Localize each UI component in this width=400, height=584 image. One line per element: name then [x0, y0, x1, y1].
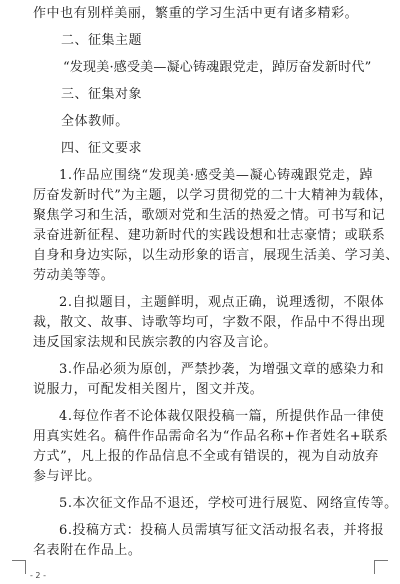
requirement-item-3 [33, 360, 385, 400]
crop-mark-right-horizontal [374, 560, 388, 561]
requirement-line: 6.投稿方式：投稿人员需填写征文活动报名表，并将报 [59, 523, 385, 538]
crop-mark-left-vertical [25, 560, 26, 574]
requirement-item-5 [33, 494, 398, 514]
requirement-line: 劳动美等等。 [33, 268, 115, 283]
requirement-line: 5.本次征文作品不退还，学校可进行展览、网络宣传等。 [59, 496, 398, 511]
crop-mark-right-vertical [374, 560, 375, 574]
section-heading-theme: 二、征集主题 [61, 33, 143, 48]
requirement-item-2 [33, 293, 386, 353]
theme-text: “发现美·感受美—凝心铸魂跟党走，踔厉奋发新时代” [63, 60, 372, 75]
intro-tail-line: 作中也有别样美丽，繁重的学习生活中更有诸多精彩。 [33, 6, 359, 21]
page-number: - 2 - [30, 571, 46, 580]
requirement-line: 4.每位作者不论体裁仅限投稿一篇，所提供作品一律使 [59, 409, 385, 424]
requirement-line: 聚焦学习和生活，歌颂对党和生活的热爱之情。可书写和记 [33, 208, 386, 223]
requirement-line: 3.作品必须为原创，严禁抄袭，为增强文章的感染力和 [59, 362, 385, 377]
requirement-line: 自身和身边实际，以生动形象的语言，展现生活美、学习美、 [33, 248, 399, 263]
section-heading-requirements: 四、征文要求 [61, 141, 143, 156]
requirement-line: 录奋进新征程、建功新时代的实践设想和壮志豪情；或联系 [33, 228, 386, 243]
section-heading-target: 三、征集对象 [61, 87, 143, 102]
requirement-item-4 [33, 407, 389, 487]
requirement-line: 裁，散文、故事、诗歌等均可，字数不限，作品中不得出现 [33, 315, 386, 330]
document-body [33, 4, 399, 561]
requirement-line: 名表附在作品上。 [33, 543, 142, 558]
requirement-item-6 [33, 521, 385, 561]
requirement-line: 1.作品应围绕“发现美·感受美—凝心铸魂跟党走，踔 [59, 168, 373, 183]
requirement-line: 违反国家法规和民族宗教的内容及言论。 [33, 335, 277, 350]
requirement-line: 参与评比。 [33, 469, 101, 484]
requirement-line: 用真实姓名。稿件作品需命名为“作品名称+作者姓名+联系 [33, 429, 389, 444]
requirement-line: 说服力，可配发相关图片，图文并茂。 [33, 382, 264, 397]
requirement-line: 方式”，凡上报的作品信息不全或有错误的，视为自动放弃 [33, 449, 379, 464]
requirement-line: 2.自拟题目，主题鲜明，观点正确，说理透彻，不限体 [59, 295, 385, 310]
requirement-line: 厉奋发新时代”为主题，以学习贯彻党的二十大精神为载体， [33, 188, 393, 203]
crop-mark-left-horizontal [12, 560, 26, 561]
requirement-item-1 [33, 166, 399, 286]
target-text: 全体教师。 [61, 114, 129, 129]
